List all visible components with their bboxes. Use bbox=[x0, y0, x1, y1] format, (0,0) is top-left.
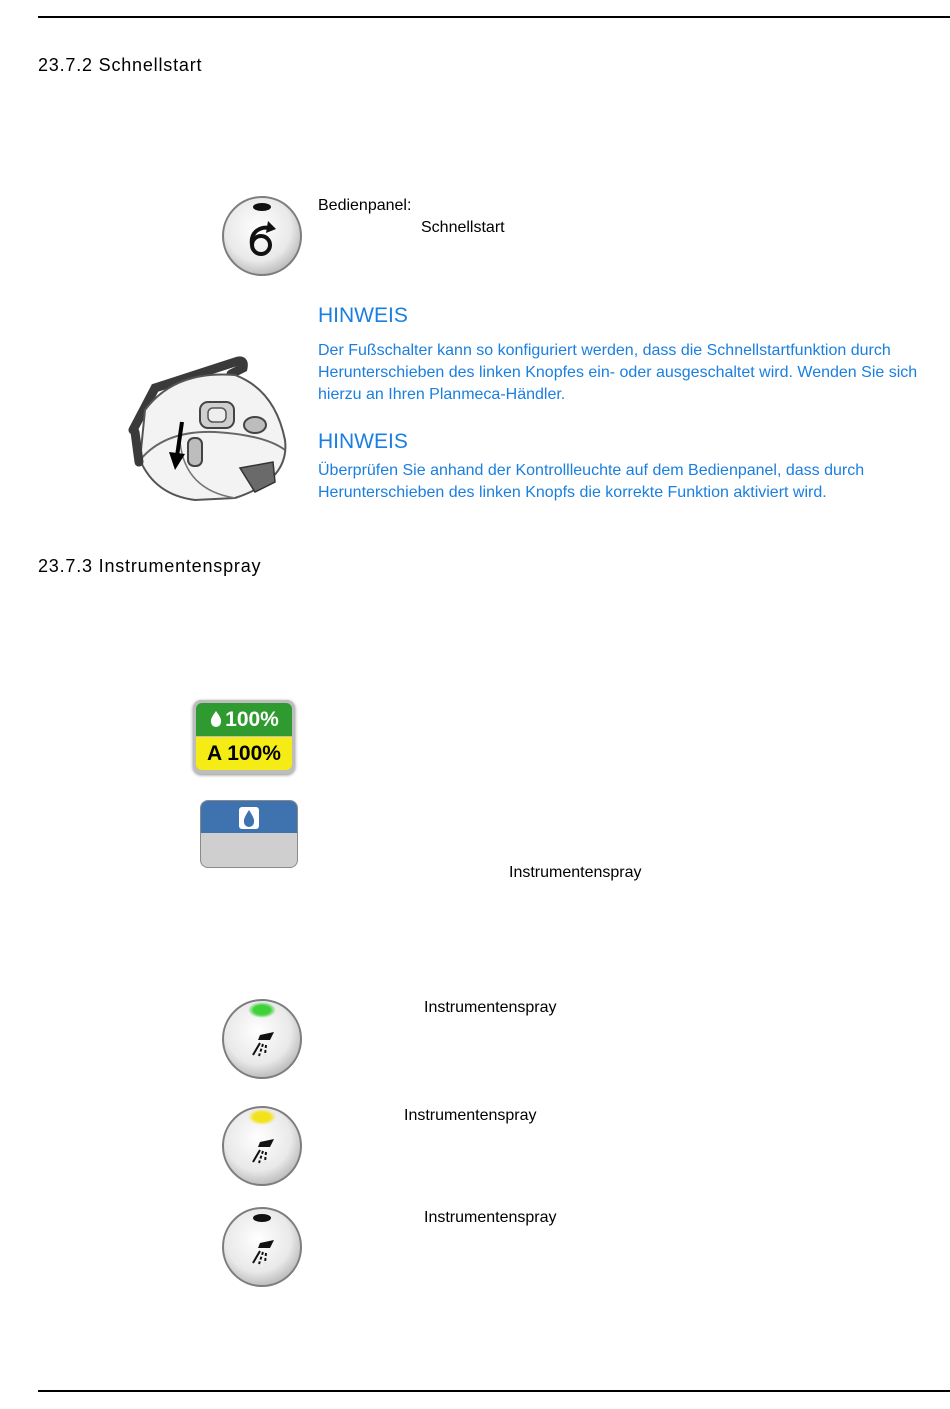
water-key[interactable] bbox=[200, 800, 298, 868]
spray-display bbox=[193, 700, 295, 774]
spray-button-yellow[interactable] bbox=[220, 1104, 304, 1188]
quickstart-button[interactable] bbox=[220, 194, 304, 278]
bottom-rule bbox=[38, 1390, 950, 1392]
panel-item-quickstart: Schnellstart bbox=[421, 219, 505, 236]
led-green bbox=[254, 1006, 270, 1014]
led-off bbox=[253, 1214, 271, 1222]
water-level-value: 100% bbox=[225, 708, 279, 731]
spray-label-d: Instrumentenspray bbox=[424, 1209, 557, 1226]
water-drop-icon bbox=[209, 710, 223, 728]
top-rule bbox=[38, 16, 950, 18]
section-heading-spray: 23.7.3 Instrumentenspray bbox=[38, 556, 262, 576]
panel-label: Bedienpanel: bbox=[318, 197, 412, 214]
water-level-row bbox=[196, 703, 292, 736]
led-off bbox=[253, 203, 271, 211]
note-text-2: Überprüfen Sie anhand der Kontrollleuchte auf dem Bedienpanel, dass durch Herunterschieben des linken Knopfs die korrekte Funktion aktiviert wird. bbox=[318, 462, 865, 501]
spray-button-off[interactable] bbox=[220, 1205, 304, 1289]
spray-button-green[interactable] bbox=[220, 997, 304, 1081]
spray-label-a: Instrumentenspray bbox=[509, 864, 642, 881]
water-drop-key-icon bbox=[239, 807, 259, 829]
foot-control-illustration bbox=[125, 350, 295, 502]
section-heading-quickstart: 23.7.2 Schnellstart bbox=[38, 55, 203, 75]
spray-label-b: Instrumentenspray bbox=[424, 999, 557, 1016]
spray-label-c: Instrumentenspray bbox=[404, 1107, 537, 1124]
air-level-row: A 100% bbox=[196, 737, 292, 770]
note-text-1: Der Fußschalter kann so konfiguriert werden, dass die Schnellstartfunktion durch Herunterschieben des linken Knopfes ein- oder ausgeschaltet wird. Wenden Sie sich hierzu an Ihren Planmeca-Händler. bbox=[318, 342, 918, 403]
note-title-2: HINWEIS bbox=[318, 430, 408, 453]
note-title-1: HINWEIS bbox=[318, 304, 408, 327]
led-yellow bbox=[254, 1113, 270, 1121]
